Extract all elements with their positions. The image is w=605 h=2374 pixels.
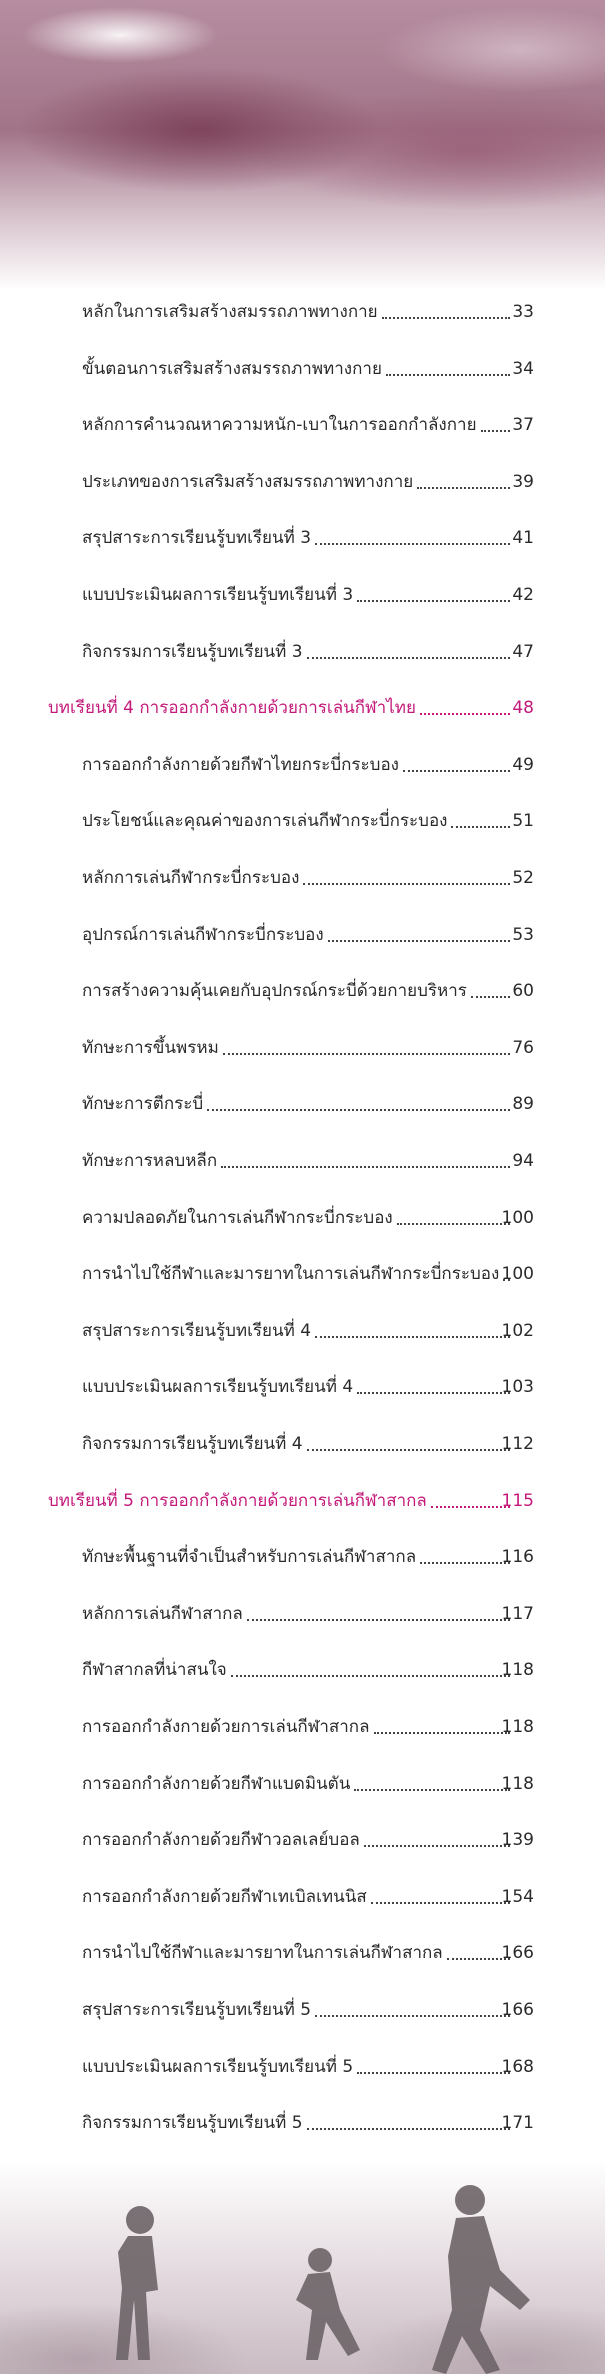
- toc-dot-leader: [328, 940, 510, 942]
- toc-entry-title: หลักการเล่นกีฬาสากล: [82, 1604, 243, 1624]
- toc-entry: [0, 470, 605, 494]
- toc-dot-leader: [471, 996, 510, 998]
- toc-dot-leader: [307, 2128, 510, 2130]
- toc-entry: [0, 923, 605, 947]
- toc-page-number: 34: [512, 359, 534, 379]
- toc-entry-title: หลักการเล่นกีฬากระบี่กระบอง: [82, 868, 300, 888]
- toc-page-number: 47: [512, 642, 534, 662]
- toc-entry: [0, 979, 605, 1003]
- toc-dot-leader: [371, 1902, 510, 1904]
- toc-entry-title: แบบประเมินผลการเรียนรู้บทเรียนที่ 3: [82, 585, 354, 605]
- toc-entry: [0, 1715, 605, 1739]
- toc-page-number: 166: [501, 1943, 534, 1963]
- toc-entry: [0, 1375, 605, 1399]
- toc-page-number: 39: [512, 472, 534, 492]
- toc-page-number: 115: [501, 1491, 534, 1511]
- toc-entry: [0, 526, 605, 550]
- toc-entry-title: สรุปสาระการเรียนรู้บทเรียนที่ 3: [82, 528, 312, 548]
- toc-entry-title: กิจกรรมการเรียนรู้บทเรียนที่ 3: [82, 642, 303, 662]
- toc-dot-leader: [223, 1053, 510, 1055]
- toc-entry: [0, 1602, 605, 1626]
- toc-page-number: 100: [501, 1264, 534, 1284]
- toc-dot-leader: [307, 657, 510, 659]
- toc-entry-title: แบบประเมินผลการเรียนรู้บทเรียนที่ 5: [82, 2057, 354, 2077]
- toc-page-number: 94: [512, 1151, 534, 1171]
- toc-entry: [0, 1432, 605, 1456]
- toc-entry-title: แบบประเมินผลการเรียนรู้บทเรียนที่ 4: [82, 1377, 354, 1397]
- toc-entry: [0, 1545, 605, 1569]
- toc-dot-leader: [221, 1166, 510, 1168]
- toc-entry: [0, 1658, 605, 1682]
- toc-entry-title: อุปกรณ์การเล่นกีฬากระบี่กระบอง: [82, 925, 324, 945]
- toc-entry-title: ประโยชน์และคุณค่าของการเล่นกีฬากระบี่กระบอง: [82, 811, 448, 831]
- toc-entry-title: ความปลอดภัยในการเล่นกีฬากระบี่กระบอง: [82, 1208, 393, 1228]
- toc-page-number: 168: [501, 2057, 534, 2077]
- toc-dot-leader: [247, 1619, 510, 1621]
- toc-entry-title: การออกกำลังกายด้วยกีฬาเทเบิลเทนนิส: [82, 1887, 367, 1907]
- toc-page-number: 53: [512, 925, 534, 945]
- toc-entry-title: การออกกำลังกายด้วยกีฬาวอลเลย์บอล: [82, 1830, 360, 1850]
- running-figure-center: [296, 2248, 360, 2360]
- toc-entry: [0, 1092, 605, 1116]
- toc-entry-title: ทักษะพื้นฐานที่จำเป็นสำหรับการเล่นกีฬาสากล: [82, 1547, 417, 1567]
- toc-entry-title: ประเภทของการเสริมสร้างสมรรถภาพทางกาย: [82, 472, 414, 492]
- toc-dot-leader: [481, 430, 510, 432]
- toc-dot-leader: [364, 1845, 510, 1847]
- toc-entry-title: บทเรียนที่ 5 การออกกำลังกายด้วยการเล่นกีฬาสากล: [48, 1491, 427, 1511]
- footer-silhouette-banner: [0, 2160, 605, 2374]
- toc-entry-title: สรุปสาระการเรียนรู้บทเรียนที่ 4: [82, 1321, 312, 1341]
- toc-page-number: 166: [501, 2000, 534, 2020]
- toc-entry: [0, 2111, 605, 2135]
- toc-page-number: 49: [512, 755, 534, 775]
- toc-dot-leader: [231, 1675, 510, 1677]
- toc-page-number: 103: [501, 1377, 534, 1397]
- toc-entry: [0, 866, 605, 890]
- toc-entry-title: กิจกรรมการเรียนรู้บทเรียนที่ 5: [82, 2113, 303, 2133]
- toc-page-number: 37: [512, 415, 534, 435]
- toc-page-number: 117: [501, 1604, 534, 1624]
- toc-page-number: 118: [501, 1717, 534, 1737]
- header-cloud-banner: [0, 0, 605, 290]
- toc-entry-title: สรุปสาระการเรียนรู้บทเรียนที่ 5: [82, 2000, 312, 2020]
- toc-entry-title: ทักษะการหลบหลีก: [82, 1151, 218, 1171]
- toc-page-number: 60: [512, 981, 534, 1001]
- toc-entry-title: ทักษะการตีกระบี่: [82, 1094, 204, 1114]
- toc-page-number: 112: [501, 1434, 534, 1454]
- toc-dot-leader: [447, 1958, 510, 1960]
- toc-entry: [0, 1036, 605, 1060]
- toc-entry-title: ทักษะการขึ้นพรหม: [82, 1038, 219, 1058]
- toc-dot-leader: [207, 1109, 510, 1111]
- toc-page-number: 116: [501, 1547, 534, 1567]
- toc-entry-title: การออกกำลังกายด้วยกีฬาไทยกระบี่กระบอง: [82, 755, 399, 775]
- toc-page-number: 76: [512, 1038, 534, 1058]
- toc-dot-leader: [431, 1506, 510, 1508]
- toc-dot-leader: [357, 1392, 510, 1394]
- toc-chapter-heading: [0, 1489, 605, 1513]
- toc-entry: [0, 1828, 605, 1852]
- toc-entry-title: การออกกำลังกายด้วยการเล่นกีฬาสากล: [82, 1717, 370, 1737]
- toc-entry-title: การออกกำลังกายด้วยกีฬาแบดมินตัน: [82, 1774, 351, 1794]
- toc-page-number: 89: [512, 1094, 534, 1114]
- toc-page-number: 118: [501, 1774, 534, 1794]
- toc-entry: [0, 300, 605, 324]
- toc-entry-title: กิจกรรมการเรียนรู้บทเรียนที่ 4: [82, 1434, 303, 1454]
- toc-page-number: 51: [512, 811, 534, 831]
- toc-entry: [0, 413, 605, 437]
- toc-entry: [0, 1319, 605, 1343]
- toc-page-number: 171: [501, 2113, 534, 2133]
- toc-dot-leader: [315, 2015, 510, 2017]
- toc-dot-leader: [315, 1336, 510, 1338]
- toc-entry-title: การนำไปใช้กีฬาและมารยาทในการเล่นกีฬาสากล: [82, 1943, 443, 1963]
- toc-entry: [0, 809, 605, 833]
- toc-dot-leader: [374, 1732, 510, 1734]
- footer-figures: [0, 2160, 605, 2374]
- toc-entry-title: ขั้นตอนการเสริมสร้างสมรรถภาพทางกาย: [82, 359, 382, 379]
- toc-entry-title: บทเรียนที่ 4 การออกกำลังกายด้วยการเล่นกีฬาไทย: [48, 698, 416, 718]
- toc-entry: [0, 2055, 605, 2079]
- toc-dot-leader: [357, 2072, 510, 2074]
- toc-dot-leader: [357, 600, 510, 602]
- walking-figure-left: [116, 2206, 158, 2360]
- toc-dot-leader: [420, 1562, 510, 1564]
- toc-entry: [0, 583, 605, 607]
- toc-entry-title: การสร้างความคุ้นเคยกับอุปกรณ์กระบี่ด้วยกายบริหาร: [82, 981, 467, 1001]
- toc-dot-leader: [386, 374, 510, 376]
- toc-entry: [0, 1772, 605, 1796]
- toc-page-number: 139: [501, 1830, 534, 1850]
- toc-page-number: 41: [512, 528, 534, 548]
- toc-entry: [0, 1885, 605, 1909]
- toc-entry: [0, 1149, 605, 1173]
- toc-page-number: 102: [501, 1321, 534, 1341]
- toc-dot-leader: [420, 713, 510, 715]
- toc-page-number: 154: [501, 1887, 534, 1907]
- toc-dot-leader: [382, 317, 510, 319]
- toc-entry-title: หลักในการเสริมสร้างสมรรถภาพทางกาย: [82, 302, 378, 322]
- toc-entry: [0, 1998, 605, 2022]
- toc-entry: [0, 1262, 605, 1286]
- toc-entry-title: หลักการคำนวณหาความหนัก-เบาในการออกกำลังกาย: [82, 415, 477, 435]
- toc-page-number: 100: [501, 1208, 534, 1228]
- toc-dot-leader: [307, 1449, 510, 1451]
- toc-entry: [0, 753, 605, 777]
- running-figure-right: [432, 2185, 530, 2374]
- toc-dot-leader: [403, 770, 510, 772]
- toc-dot-leader: [354, 1789, 510, 1791]
- toc-entry-title: การนำไปใช้กีฬาและมารยาทในการเล่นกีฬากระบี่กระบอง: [82, 1264, 500, 1284]
- toc-dot-leader: [315, 543, 510, 545]
- toc-entry: [0, 357, 605, 381]
- toc-page-number: 52: [512, 868, 534, 888]
- toc-dot-leader: [397, 1223, 510, 1225]
- toc-entry: [0, 640, 605, 664]
- toc-entry: [0, 1941, 605, 1965]
- toc-entry-title: กีฬาสากลที่น่าสนใจ: [82, 1660, 227, 1680]
- toc-page-number: 48: [512, 698, 534, 718]
- toc-dot-leader: [417, 487, 510, 489]
- toc-page-number: 118: [501, 1660, 534, 1680]
- toc-page-number: 33: [512, 302, 534, 322]
- toc-chapter-heading: [0, 696, 605, 720]
- toc-page-number: 42: [512, 585, 534, 605]
- toc-entry: [0, 1206, 605, 1230]
- toc-dot-leader: [451, 826, 510, 828]
- toc-dot-leader: [303, 883, 510, 885]
